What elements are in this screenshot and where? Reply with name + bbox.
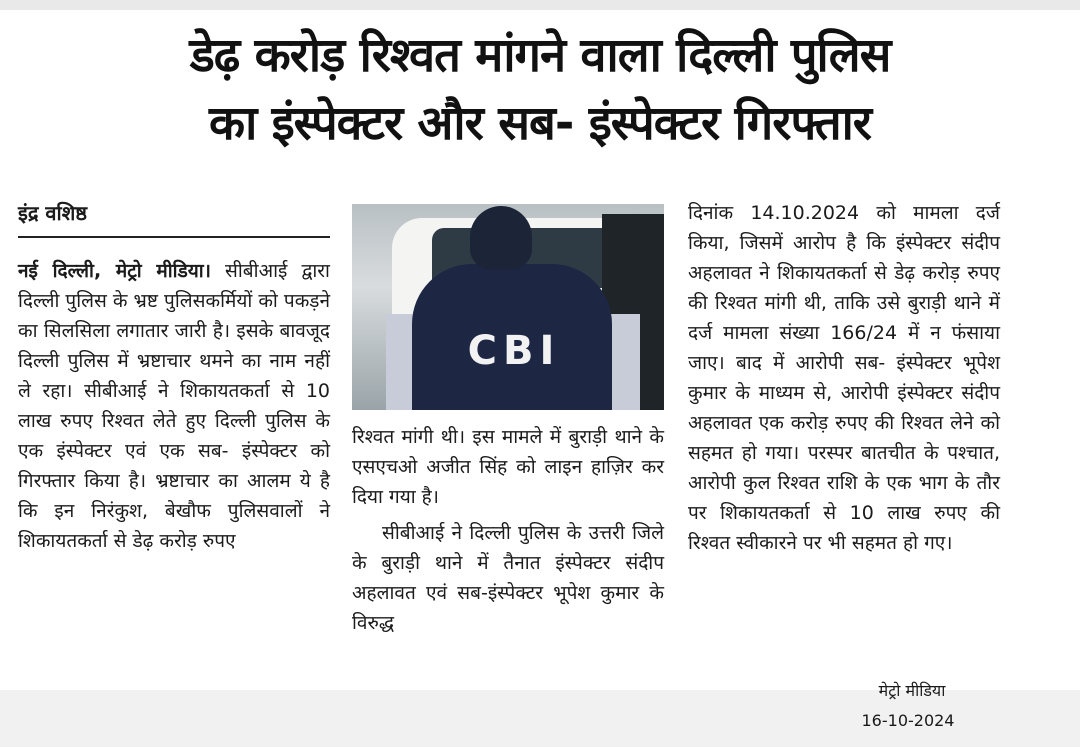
photo-vest-text: CBI: [467, 328, 561, 374]
column-1-text: [18, 256, 330, 556]
column-2-para-1: रिश्वत मांगी थी। इस मामले में बुराड़ी थाने के एसएचओ अजीत सिंह को लाइन हाज़िर कर दिया गया है।: [352, 426, 664, 508]
headline-line-2: का इंस्पेक्टर और सब- इंस्पेक्टर गिरफ्तार: [208, 96, 872, 151]
photo-officer-cap: [470, 206, 532, 270]
article-column-3: [688, 198, 1000, 558]
news-photo: [352, 204, 664, 410]
headline-line-1: डेढ़ करोड़ रिश्वत मांगने वाला दिल्ली पुलिस: [189, 28, 891, 83]
dateline: नई दिल्ली, मेट्रो मीडिया।: [18, 260, 211, 282]
article-column-1: [18, 198, 330, 556]
source-label: मेट्रो मीडिया: [878, 681, 946, 700]
column-1-body: सीबीआई द्वारा दिल्ली पुलिस के भ्रष्ट पुलिसकर्मियों को पकड़ने का सिलसिला लगातार जारी है। इसके बावजूद दिल्ली पुलिस में भ्रष्टाचार थमने का नाम नहीं ले रहा। सीबीआई ने शिकायतकर्ता से 10 लाख रुपए रिश्वत लेते हुए दिल्ली पुलिस के एक इंस्पेक्टर एवं एक सब- इंस्पेक्टर को गिरफ्तार किया है। भ्रष्टाचार का आलम ये है कि इन निरंकुश, बेखौफ पुलिसवालों ने शिकायतकर्ता से डेढ़ करोड़ रुपए: [18, 260, 330, 552]
source-date: 16-10-2024: [861, 711, 955, 730]
column-2-para-2: सीबीआई ने दिल्ली पुलिस के उत्तरी जिले के बुराड़ी थाने में तैनात इंस्पेक्टर संदीप अहलावत एवं सब-इंस्पेक्टर भूपेश कुमार के विरुद्ध: [352, 522, 664, 634]
byline: इंद्र वशिष्ठ: [18, 198, 330, 238]
column-3-text: दिनांक 14.10.2024 को मामला दर्ज किया, जिसमें आरोप है कि इंस्पेक्टर संदीप अहलावत ने शिकायतकर्ता से डेढ़ करोड़ रुपए की रिश्वत मांगी थी, ताकि उसे बुराड़ी थाने में दर्ज मामला संख्या 166/24 में न फंसाया जाए। बाद में आरोपी सब- इंस्पेक्टर भूपेश कुमार के माध्यम से, आरोपी इंस्पेक्टर संदीप अहलावत एक करोड़ रुपए की रिश्वत लेने को सहमत हो गया। परस्पर बातचीत के पश्चात, आरोपी कुल रिश्वत राशि के एक भाग के तौर पर शिकायतकर्ता से 10 लाख रुपए की रिश्वत स्वीकारने पर भी सहमत हो गए।: [688, 202, 1000, 554]
article-column-2: [352, 422, 664, 638]
top-strip: [0, 0, 1080, 10]
headline: [0, 22, 1080, 158]
